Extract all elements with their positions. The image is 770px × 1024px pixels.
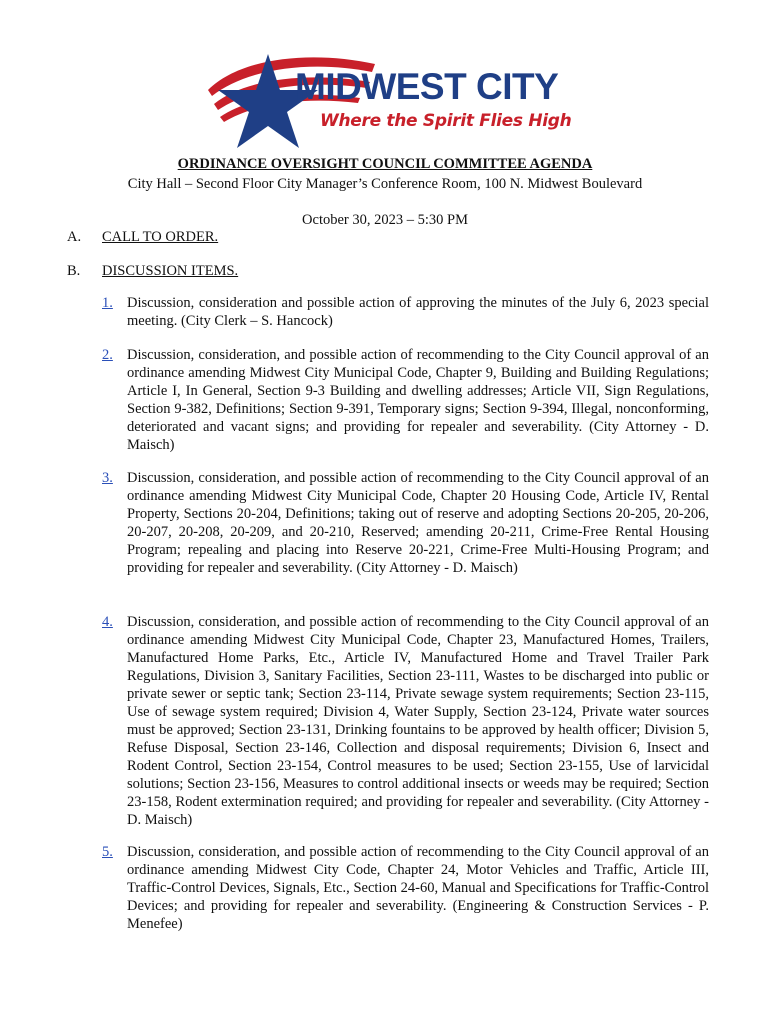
item-text: Discussion, consideration, and possible action of recommending to the City Council approval of an ordinance amending Midwest City Municipal Code, Chapter 9, Building and Building Regulations; Article I, In General, Section 9-3 Building and dwelling addresses; Article VII, Sign Regulations, Section 9-382, Definitions; Section 9-391, Temporary signs; Section 9-394, Illegal, nonconforming, deteriorated and vacant signs; and providing for repealer and severability. (City Attorney - D. Maisch) — [127, 347, 709, 453]
item-text: Discussion, consideration, and possible action of recommending to the City Council approval of an ordinance amending Midwest City Code, Chapter 24, Motor Vehicles and Traffic, Article III, Traffic-Control Devices, Signals, Etc., Section 24-60, Manual and Specifications for Traffic-Control Devices; and providing for repealer and severability. (Engineering & Construction Services - P. Menefee) — [127, 844, 709, 932]
section-title: CALL TO ORDER. — [102, 229, 219, 245]
item-number-link[interactable]: 4. — [102, 614, 113, 630]
midwest-city-logo — [200, 50, 580, 148]
agenda-title: ORDINANCE OVERSIGHT COUNCIL COMMITTEE AGENDA — [177, 156, 593, 172]
item-number-link[interactable]: 5. — [102, 844, 113, 860]
agenda-item-3 — [102, 469, 712, 577]
logo-city-name: MIDWEST CITY — [295, 66, 559, 107]
item-number-link[interactable]: 1. — [102, 295, 113, 311]
agenda-item-4 — [102, 613, 712, 829]
logo-tagline: Where the Spirit Flies High — [320, 111, 572, 131]
item-text: Discussion, consideration and possible action of approving the minutes of the July 6, 2023 special meeting. (City Clerk – S. Hancock) — [127, 295, 709, 329]
item-text: Discussion, consideration, and possible action of recommending to the City Council approval of an ordinance amending Midwest City Municipal Code, Chapter 20 Housing Code, Article IV, Rental Property, Sections 20-204, Definitions; taking out of reserve and adopting Sections 20-205, 20-206, 20-207, 20-208, 20-209, and 20-210, Reserved; amending 20-211, Crime-Free Rental Housing Program; repealing and placing into Reserve 20-221, Crime-Free Multi-Housing Program; and providing for repealer and severability. (City Attorney - D. Maisch) — [127, 470, 709, 576]
item-text: Discussion, consideration, and possible action of recommending to the City Council approval of an ordinance amending Midwest City Municipal Code, Chapter 23, Manufactured Homes, Trailers, Manufactured Home Parks, Etc., Article IV, Manufactured Home and Travel Trailer Park Regulations, Division 3, Sanitary Facilities, Section 23-111, Wastes to be discharged into public or private sewer or septic tank; Section 23-114, Private sewage system requirements; Section 23-115, Use of sewage system required; Division 4, Water Supply, Section 23-124, Private water sources must be approved; Section 23-131, Drinking fountains to be approved by health officer; Division 5, Refuse Disposal, Section 23-146, Collection and disposal requirements; Division 6, Insect and Rodent Control, Section 23-154, Control measures to be used; Section 23-155, Use of larvicidal solutions; Section 23-156, Measures to control additional insects or weeds may be required; Section 23-158, Rodent extermination required; and providing for repealer and severability. (City Attorney - D. Maisch) — [127, 614, 709, 828]
meeting-date: October 30, 2023 – 5:30 PM — [302, 212, 468, 228]
agenda-item-2 — [102, 346, 712, 454]
section-letter: A. — [67, 229, 82, 245]
agenda-item-5 — [102, 843, 712, 933]
item-number-link[interactable]: 2. — [102, 347, 113, 363]
section-letter: B. — [67, 263, 81, 279]
section-title: DISCUSSION ITEMS. — [102, 263, 239, 279]
meeting-location: City Hall – Second Floor City Manager’s Conference Room, 100 N. Midwest Boulevard — [127, 176, 643, 192]
agenda-item-1 — [102, 294, 712, 330]
item-number-link[interactable]: 3. — [102, 470, 113, 486]
